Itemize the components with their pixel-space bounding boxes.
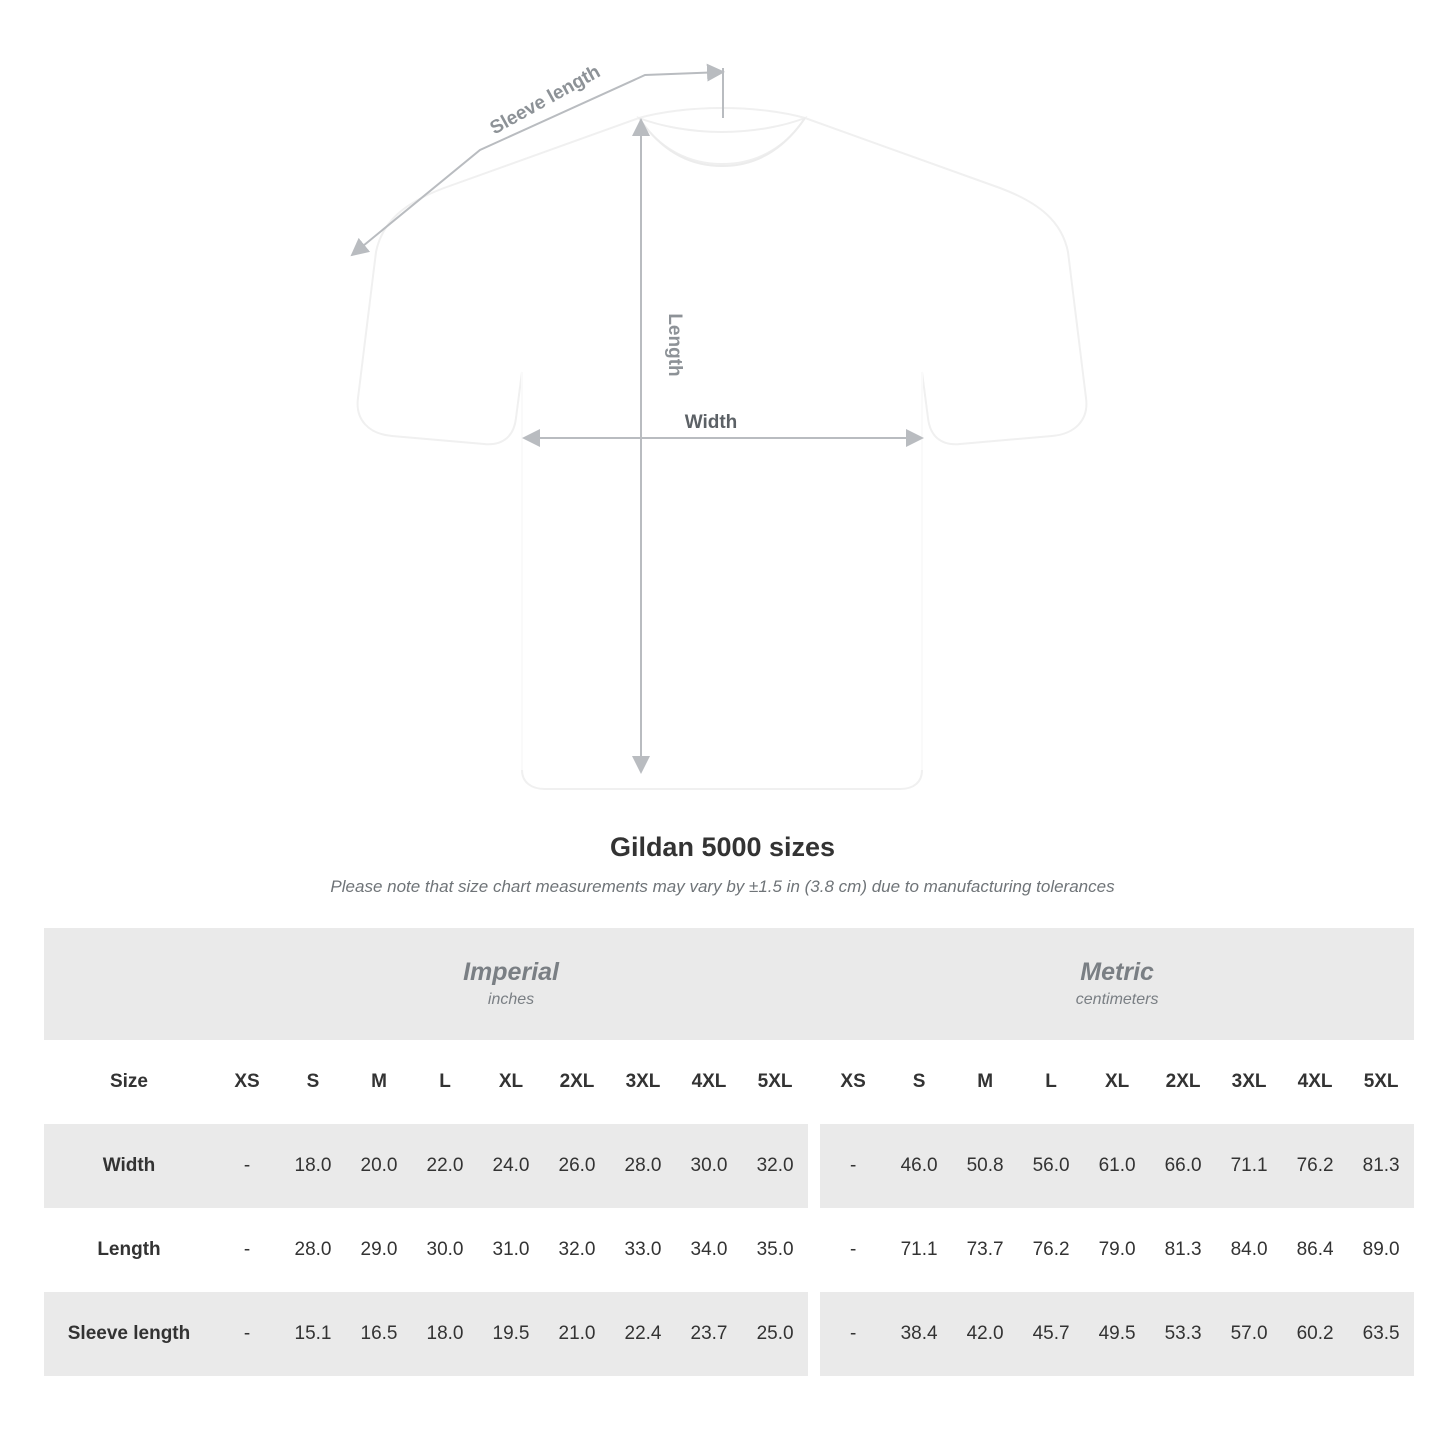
cell-length-imperial-s: 28.0 <box>280 1208 346 1292</box>
row-label-length: Length <box>44 1208 214 1292</box>
cell-width-imperial-3xl: 28.0 <box>610 1124 676 1208</box>
cell-sleeve-metric-xl: 49.5 <box>1084 1292 1150 1376</box>
unit-header-imperial <box>214 928 808 1040</box>
row-label-width: Width <box>44 1124 214 1208</box>
cell-length-imperial-l: 30.0 <box>412 1208 478 1292</box>
cell-length-metric-m: 73.7 <box>952 1208 1018 1292</box>
table-row <box>44 1292 1414 1376</box>
size-header-metric-m: M <box>952 1040 1018 1124</box>
unit-header-spacer <box>44 928 214 1040</box>
size-table <box>44 928 1414 1376</box>
cell-length-metric-3xl: 84.0 <box>1216 1208 1282 1292</box>
cell-length-imperial-xs: - <box>214 1208 280 1292</box>
cell-width-metric-5xl: 81.3 <box>1348 1124 1414 1208</box>
column-gap <box>808 1208 820 1292</box>
cell-length-metric-xl: 79.0 <box>1084 1208 1150 1292</box>
cell-sleeve-imperial-xl: 19.5 <box>478 1292 544 1376</box>
cell-sleeve-imperial-2xl: 21.0 <box>544 1292 610 1376</box>
cell-width-metric-xl: 61.0 <box>1084 1124 1150 1208</box>
cell-length-metric-4xl: 86.4 <box>1282 1208 1348 1292</box>
cell-width-imperial-xl: 24.0 <box>478 1124 544 1208</box>
row-label-sleeve-length: Sleeve length <box>44 1292 214 1376</box>
unit-header-row <box>44 928 1414 1040</box>
cell-sleeve-metric-m: 42.0 <box>952 1292 1018 1376</box>
cell-width-imperial-m: 20.0 <box>346 1124 412 1208</box>
cell-sleeve-metric-s: 38.4 <box>886 1292 952 1376</box>
cell-width-imperial-s: 18.0 <box>280 1124 346 1208</box>
column-gap <box>808 1040 820 1124</box>
cell-sleeve-imperial-m: 16.5 <box>346 1292 412 1376</box>
size-header-imperial-4xl: 4XL <box>676 1040 742 1124</box>
cell-length-imperial-2xl: 32.0 <box>544 1208 610 1292</box>
cell-width-imperial-4xl: 30.0 <box>676 1124 742 1208</box>
cell-width-metric-2xl: 66.0 <box>1150 1124 1216 1208</box>
unit-sub-imperial: inches <box>487 991 535 1008</box>
size-header-metric-2xl: 2XL <box>1150 1040 1216 1124</box>
size-header-metric-s: S <box>886 1040 952 1124</box>
tshirt-shape <box>358 108 1087 789</box>
cell-length-metric-2xl: 81.3 <box>1150 1208 1216 1292</box>
size-header-imperial-5xl: 5XL <box>742 1040 808 1124</box>
size-header-metric-xl: XL <box>1084 1040 1150 1124</box>
size-header-imperial-s: S <box>280 1040 346 1124</box>
cell-width-metric-xs: - <box>820 1124 886 1208</box>
size-header-row <box>44 1040 1414 1124</box>
length-label: Length <box>664 313 685 377</box>
page-title: Gildan 5000 sizes <box>609 832 836 862</box>
unit-name-imperial: Imperial <box>463 958 559 986</box>
cell-width-metric-m: 50.8 <box>952 1124 1018 1208</box>
cell-length-imperial-xl: 31.0 <box>478 1208 544 1292</box>
size-header-imperial-m: M <box>346 1040 412 1124</box>
cell-width-metric-3xl: 71.1 <box>1216 1124 1282 1208</box>
cell-sleeve-imperial-xs: - <box>214 1292 280 1376</box>
cell-width-metric-4xl: 76.2 <box>1282 1124 1348 1208</box>
size-table-wrap <box>0 928 1445 1376</box>
cell-sleeve-metric-2xl: 53.3 <box>1150 1292 1216 1376</box>
unit-header-metric <box>820 928 1414 1040</box>
size-header-imperial-l: L <box>412 1040 478 1124</box>
cell-width-imperial-2xl: 26.0 <box>544 1124 610 1208</box>
cell-width-imperial-xs: - <box>214 1124 280 1208</box>
width-label: Width <box>684 412 738 433</box>
column-gap <box>808 1124 820 1208</box>
cell-sleeve-imperial-5xl: 25.0 <box>742 1292 808 1376</box>
cell-length-imperial-m: 29.0 <box>346 1208 412 1292</box>
cell-width-imperial-5xl: 32.0 <box>742 1124 808 1208</box>
cell-length-imperial-5xl: 35.0 <box>742 1208 808 1292</box>
table-row <box>44 1208 1414 1292</box>
column-gap <box>808 1292 820 1376</box>
tolerance-note: Please note that size chart measurements may vary by ±1.5 in (3.8 cm) due to manufacturing tolerances <box>330 877 1115 896</box>
size-header-imperial-xl: XL <box>478 1040 544 1124</box>
sleeve-length-label: Sleeve length <box>486 61 604 140</box>
unit-name-metric: Metric <box>1080 958 1154 986</box>
cell-sleeve-metric-4xl: 60.2 <box>1282 1292 1348 1376</box>
cell-sleeve-metric-3xl: 57.0 <box>1216 1292 1282 1376</box>
cell-width-metric-s: 46.0 <box>886 1124 952 1208</box>
size-header-metric-5xl: 5XL <box>1348 1040 1414 1124</box>
unit-header-gap <box>808 928 820 1040</box>
cell-sleeve-metric-l: 45.7 <box>1018 1292 1084 1376</box>
table-row <box>44 1124 1414 1208</box>
size-header-imperial-2xl: 2XL <box>544 1040 610 1124</box>
size-header-metric-4xl: 4XL <box>1282 1040 1348 1124</box>
size-header-imperial-xs: XS <box>214 1040 280 1124</box>
cell-sleeve-metric-xs: - <box>820 1292 886 1376</box>
cell-width-metric-l: 56.0 <box>1018 1124 1084 1208</box>
cell-sleeve-imperial-4xl: 23.7 <box>676 1292 742 1376</box>
size-header-label: Size <box>44 1040 214 1124</box>
cell-length-metric-s: 71.1 <box>886 1208 952 1292</box>
size-header-metric-3xl: 3XL <box>1216 1040 1282 1124</box>
cell-length-metric-l: 76.2 <box>1018 1208 1084 1292</box>
cell-length-imperial-3xl: 33.0 <box>610 1208 676 1292</box>
size-header-imperial-3xl: 3XL <box>610 1040 676 1124</box>
size-header-metric-l: L <box>1018 1040 1084 1124</box>
cell-length-metric-xs: - <box>820 1208 886 1292</box>
cell-sleeve-imperial-s: 15.1 <box>280 1292 346 1376</box>
cell-length-imperial-4xl: 34.0 <box>676 1208 742 1292</box>
cell-sleeve-metric-5xl: 63.5 <box>1348 1292 1414 1376</box>
cell-width-imperial-l: 22.0 <box>412 1124 478 1208</box>
cell-sleeve-imperial-l: 18.0 <box>412 1292 478 1376</box>
size-header-metric-xs: XS <box>820 1040 886 1124</box>
cell-length-metric-5xl: 89.0 <box>1348 1208 1414 1292</box>
unit-sub-metric: centimeters <box>1075 991 1159 1008</box>
cell-sleeve-imperial-3xl: 22.4 <box>610 1292 676 1376</box>
